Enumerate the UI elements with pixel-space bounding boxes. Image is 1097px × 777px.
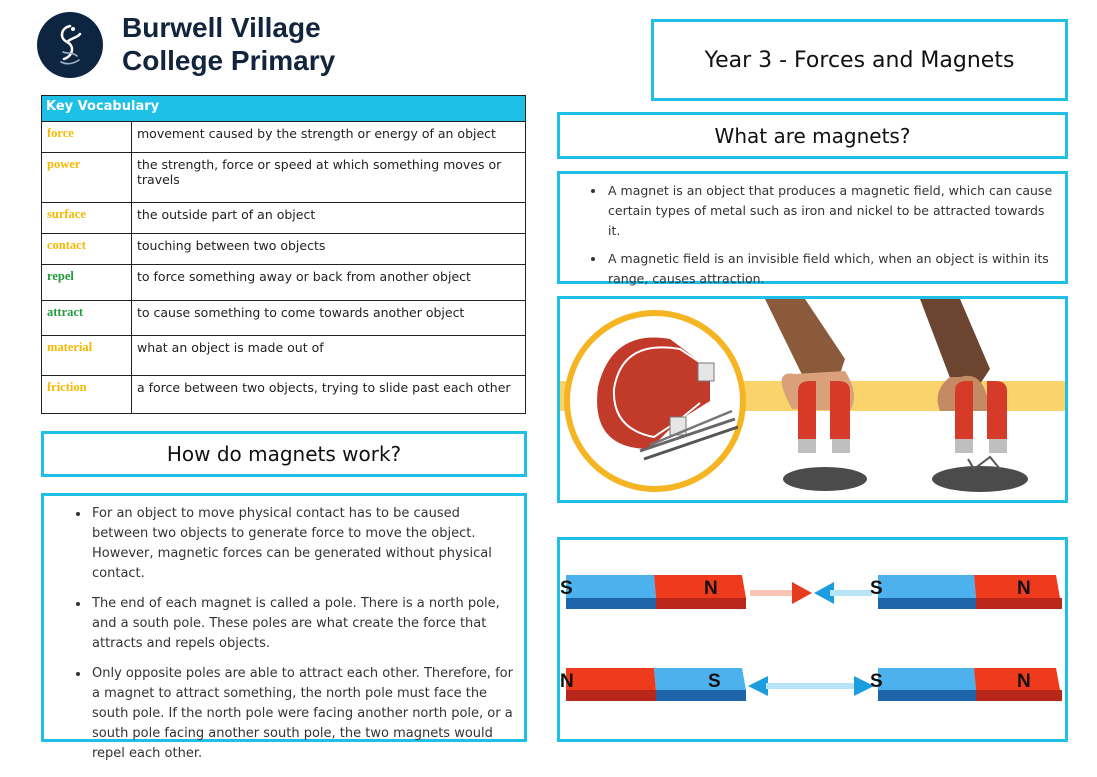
arrow-right-icon	[750, 582, 812, 604]
bar-magnet-icon	[566, 575, 746, 609]
vocab-definition: the outside part of an object	[132, 203, 526, 234]
magnet-poles-diagram	[557, 537, 1068, 742]
arrow-left-icon	[814, 582, 872, 604]
list-item: • Only opposite poles are able to attract each other. Therefore, for a magnet to attract something, the north pole must face the south pole. If the north pole were facing another north pole, or a south pole facing another south pole, the two magnets would repel each other.	[90, 664, 514, 764]
pole-label: N	[560, 671, 574, 692]
vocab-definition: the strength, force or speed at which something moves or travels	[132, 153, 526, 203]
bar-magnet-icon	[878, 575, 1062, 609]
poles-svg	[560, 540, 1065, 739]
vocab-term: surface	[42, 203, 132, 234]
vocab-term: power	[42, 153, 132, 203]
vocab-definition: touching between two objects	[132, 234, 526, 265]
how-magnets-work-heading: How do magnets work?	[41, 431, 527, 477]
swan-logo-icon	[37, 12, 103, 78]
vocab-definition: what an object is made out of	[132, 336, 526, 376]
what-are-magnets-heading: What are magnets?	[557, 112, 1068, 159]
pole-label: S	[708, 671, 721, 692]
pole-label: N	[1017, 671, 1031, 692]
pole-label: N	[704, 578, 718, 599]
list-item: • A magnet is an object that produces a magnetic field, which can cause certain types of metal such as iron and nickel to be attracted towards it.	[606, 181, 1055, 241]
vocab-term: material	[42, 336, 132, 376]
horseshoe-magnet-icon	[567, 313, 743, 489]
double-arrow-icon	[748, 676, 874, 696]
bar-magnet-icon	[878, 668, 1062, 701]
pole-label: S	[870, 671, 883, 692]
vocab-definition: movement caused by the strength or energy of an object	[132, 122, 526, 153]
vocab-term: force	[42, 122, 132, 153]
list-item: • For an object to move physical contact has to be caused between two objects to generate force to move the object. However, magnetic forces can be generated without physical contact.	[90, 504, 514, 584]
pole-label: N	[1017, 578, 1031, 599]
school-logo	[37, 12, 103, 78]
vocab-definition: a force between two objects, trying to slide past each other	[132, 376, 526, 414]
list-item: • The end of each magnet is called a pole. There is a north pole, and a south pole. These poles are what create the force that attracts and repels objects.	[90, 594, 514, 654]
vocab-definition: to cause something to come towards another object	[132, 301, 526, 336]
what-are-magnets-text	[557, 171, 1068, 284]
school-name-line2: College Primary	[122, 45, 336, 76]
list-item: • A magnetic field is an invisible field which, when an object is within its range, causes attraction.	[606, 249, 1055, 289]
school-name	[122, 11, 335, 77]
vocab-term: friction	[42, 376, 132, 414]
vocab-term: contact	[42, 234, 132, 265]
vocab-term: attract	[42, 301, 132, 336]
vocab-term: repel	[42, 265, 132, 301]
vocab-definition: to force something away or back from another object	[132, 265, 526, 301]
how-magnets-work-text	[41, 493, 527, 761]
pole-label: S	[870, 578, 883, 599]
vocabulary-table	[41, 95, 526, 414]
page-title: Year 3 - Forces and Magnets	[651, 19, 1068, 101]
school-name-line1: Burwell Village	[122, 12, 321, 43]
vocabulary-heading: Key Vocabulary	[42, 96, 526, 122]
pole-label: S	[560, 578, 573, 599]
magnet-illustration	[557, 296, 1068, 503]
